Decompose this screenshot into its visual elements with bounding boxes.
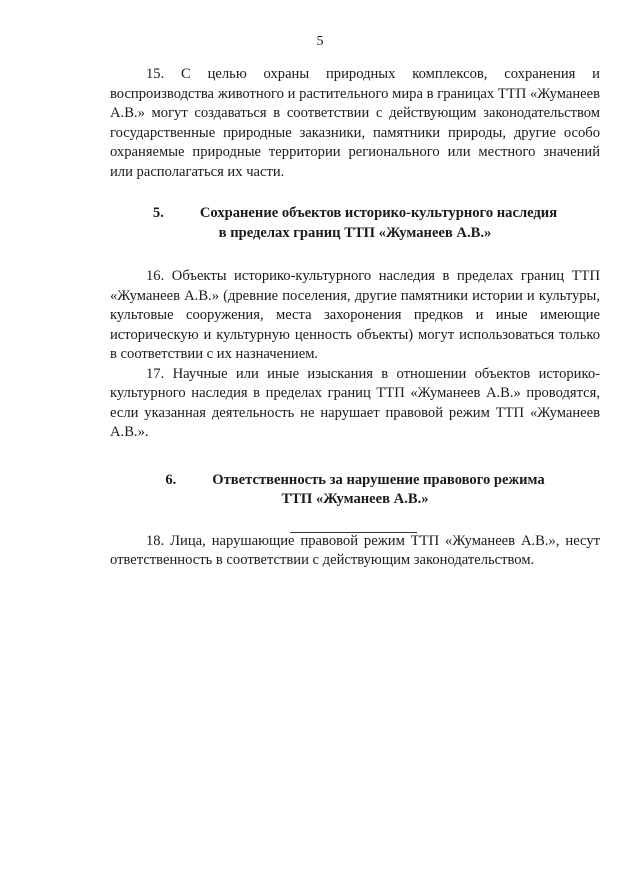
paragraph-15: 15. С целью охраны природных комплексов, сохранения и воспроизводства животного и растительного мира в границах ТТП «Жуманеев А.В.» могут создаваться в соответствии с действующим законодательством государственные природные заказники, памятники природы, другие особо охраняемые природные территории регионального или местного значений или располагаться их части. bbox=[110, 66, 600, 180]
end-of-document-rule bbox=[290, 532, 417, 533]
section-6-title-line-2: ТТП «Жуманеев А.В.» bbox=[281, 491, 429, 507]
section-5-title-line-1 bbox=[110, 204, 600, 224]
paragraph-17: 17. Научные или иные изыскания в отношении объектов историко-культурного наследия в пределах границ ТТП «Жуманеев А.В.» проводятся, если указанная деятельность не нарушает правовой режим ТТП «Жуманеев А.В.». bbox=[110, 365, 600, 440]
section-6-heading bbox=[110, 471, 600, 510]
section-6-title-line-1 bbox=[110, 471, 600, 491]
page-number: 5 bbox=[316, 34, 324, 49]
section-5-title-text-1: Сохранение объектов историко-культурного наследия bbox=[199, 205, 558, 221]
section-6-title-text-1: Ответственность за нарушение правового режима bbox=[212, 471, 545, 488]
section-5-number: 5. bbox=[152, 205, 164, 221]
paragraph-18: 18. Лица, нарушающие правовой режим ТТП «Жуманеев А.В.», несут ответственность в соответствии с действующим законодательством. bbox=[110, 532, 600, 568]
document-body bbox=[110, 65, 600, 571]
section-5-title-line-2: в пределах границ ТТП «Жуманеев А.В.» bbox=[218, 224, 492, 241]
section-5-heading bbox=[110, 204, 600, 243]
section-6-number: 6. bbox=[165, 471, 177, 488]
paragraph-16: 16. Объекты историко-культурного наследия в пределах границ ТТП «Жуманеев А.В.» (древние поселения, другие памятники истории и культуры, культовые сооружения, места захоронения предков и иные имеющие историческую и культурную ценность объекты) могут использоваться только в соответствии с их назначением. bbox=[110, 268, 600, 362]
